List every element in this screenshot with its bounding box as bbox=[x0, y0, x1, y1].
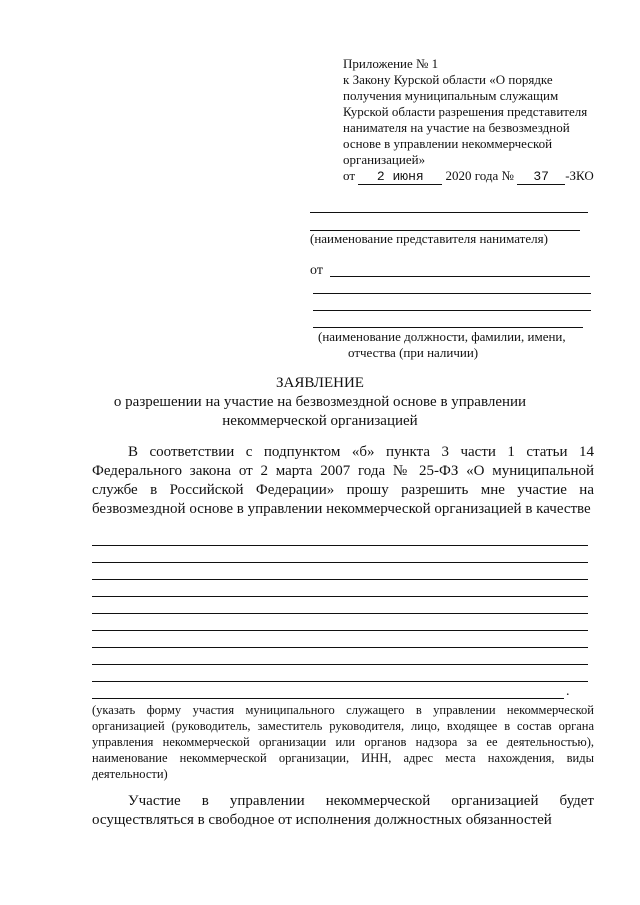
participation-blank-line[interactable] bbox=[92, 698, 564, 699]
position-caption: (наименование должности, фамилии, имени, bbox=[318, 329, 566, 344]
appendix-line: Курской области разрешения представителя bbox=[343, 104, 588, 119]
law-date-line bbox=[343, 168, 603, 185]
employer-blank-line[interactable] bbox=[310, 212, 588, 213]
applicant-blank-line[interactable] bbox=[313, 293, 591, 294]
law-number: 37 bbox=[517, 170, 565, 185]
law-suffix: -ЗКО bbox=[565, 168, 594, 183]
position-caption: отчества (при наличии) bbox=[348, 345, 479, 360]
appendix-line: организацией» bbox=[343, 152, 426, 167]
appendix-line: получения муниципальным служащим bbox=[343, 88, 559, 103]
participation-blank-line[interactable] bbox=[92, 681, 588, 682]
applicant-blank-line[interactable] bbox=[330, 276, 590, 277]
participation-blank-line[interactable] bbox=[92, 630, 588, 631]
employer-caption: (наименование представителя нанимателя) bbox=[310, 231, 548, 246]
appendix-line: к Закону Курской области «О порядке bbox=[343, 72, 553, 87]
document-subtitle: о разрешении на участие на безвозмездной основе в управлении bbox=[113, 394, 527, 410]
participation-blank-line[interactable] bbox=[92, 579, 588, 580]
document-subtitle: некоммерческой организацией bbox=[222, 413, 418, 429]
date-prefix: от bbox=[343, 168, 356, 183]
appendix-line: Приложение № 1 bbox=[343, 56, 439, 71]
request-paragraph: В соответствии с подпунктом «б» пункта 3 части 1 статьи 14 Федерального закона от 2 марта 2007 года № 25-ФЗ «О муниципальной службе в Российской Федерации» прошу разрешить мне участие на безвозмездной основе в управлении некоммерческой организацией в качестве bbox=[92, 444, 594, 517]
date-day-month: 2 июня bbox=[358, 170, 442, 185]
participation-note: (указать форму участия муниципального служащего в управлении некоммерческой организацией (руководитель, заместитель руководителя, лицо, входящее в состав органа управления некоммерческой организации или органов надзора за ее деятельностью), наименование некоммерческой организации, ИНН, адрес места нахождения, виды деятельности) bbox=[92, 703, 594, 781]
participation-blank-line[interactable] bbox=[92, 613, 588, 614]
participation-paragraph: Участие в управлении некоммерческой организацией будет осуществляться в свободное от исполнения должностных обязанностей bbox=[92, 793, 594, 828]
participation-blank-line[interactable] bbox=[92, 664, 588, 665]
document-title: ЗАЯВЛЕНИЕ bbox=[276, 375, 364, 391]
applicant-blank-line[interactable] bbox=[313, 327, 583, 328]
line-end-period: . bbox=[566, 684, 570, 699]
appendix-header bbox=[343, 56, 603, 185]
participation-blank-line[interactable] bbox=[92, 545, 588, 546]
participation-blank-line[interactable] bbox=[92, 647, 588, 648]
participation-blank-line[interactable] bbox=[92, 596, 588, 597]
date-year: 2020 года № bbox=[445, 168, 514, 183]
appendix-line: нанимателя на участие на безвозмездной bbox=[343, 120, 570, 135]
from-label: от bbox=[310, 263, 323, 278]
appendix-line: основе в управлении некоммерческой bbox=[343, 136, 553, 151]
applicant-blank-line[interactable] bbox=[313, 310, 591, 311]
participation-blank-line[interactable] bbox=[92, 562, 588, 563]
